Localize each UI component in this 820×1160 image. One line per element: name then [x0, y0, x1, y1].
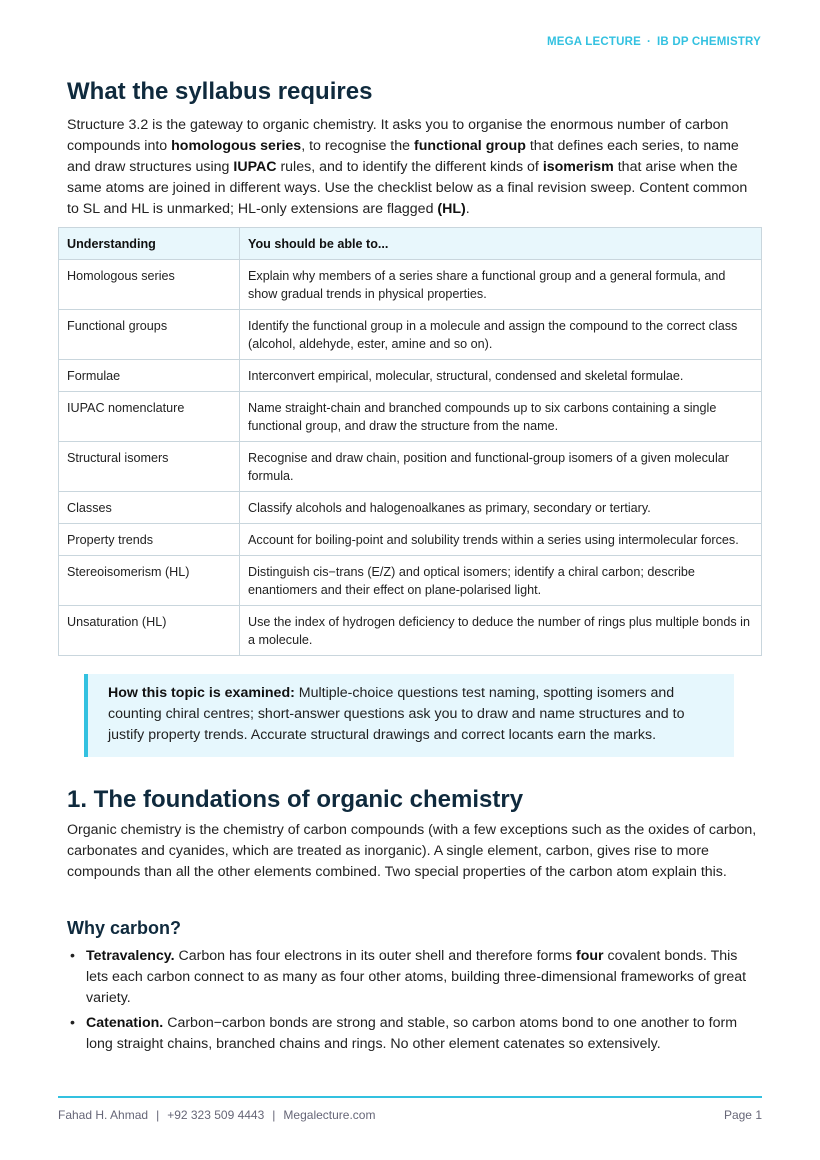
- footer-divider: |: [272, 1108, 276, 1122]
- understanding-cell: Structural isomers: [59, 442, 240, 492]
- text-run: that defines each series, to name and draw structures using: [67, 138, 739, 175]
- bold-term: (HL): [437, 201, 466, 217]
- text-run: covalent bonds. This lets each carbon connect to as many as four other atoms, building three-dimensional frameworks of great variety.: [86, 948, 747, 1006]
- callout-label: How this topic is examined:: [108, 685, 295, 701]
- understanding-cell: Functional groups: [59, 310, 240, 360]
- able-to-cell: Explain why members of a series share a functional group and a general formula, and show gradual trends in physical properties.: [240, 260, 762, 310]
- bold-term: homologous series: [171, 138, 302, 154]
- able-to-cell: Use the index of hydrogen deficiency to deduce the number of rings plus multiple bonds in a molecule.: [240, 606, 762, 656]
- list-item: [67, 946, 757, 1009]
- able-to-cell: Identify the functional group in a molecule and assign the compound to the correct class (alcohol, aldehyde, ester, amine and so on).: [240, 310, 762, 360]
- table-row: [59, 260, 762, 310]
- table-row: [59, 556, 762, 606]
- exam-callout: [84, 674, 734, 757]
- why-carbon-wrap: [67, 918, 757, 939]
- bold-term: isomerism: [542, 159, 614, 175]
- text-run: , to recognise the: [301, 138, 414, 154]
- footer-rule: [58, 1096, 762, 1098]
- list-item: [67, 1013, 757, 1055]
- text-run: Structure 3.2 is the gateway to organic chemistry. It asks you to organise the enormous number of carbon compounds into: [67, 117, 729, 154]
- why-carbon-subtitle: Why carbon?: [67, 918, 182, 938]
- text-run: .: [465, 201, 470, 217]
- understanding-cell: Unsaturation (HL): [59, 606, 240, 656]
- understanding-cell: Homologous series: [59, 260, 240, 310]
- able-to-cell: Recognise and draw chain, position and functional-group isomers of a given molecular formula.: [240, 442, 762, 492]
- table-row: [59, 442, 762, 492]
- understanding-cell: Formulae: [59, 360, 240, 392]
- running-header: [547, 36, 761, 48]
- table-header-able-to: You should be able to...: [240, 228, 762, 260]
- able-to-cell: Interconvert empirical, molecular, structural, condensed and skeletal formulae.: [240, 360, 762, 392]
- text-run: rules, and to identify the different kinds of: [276, 159, 543, 175]
- syllabus-table: [58, 227, 762, 656]
- foundations-section: [67, 786, 757, 814]
- syllabus-section: [67, 78, 757, 106]
- foundations-intro: Organic chemistry is the chemistry of carbon compounds (with a few exceptions such as the oxides of carbon, carbonates and cyanides, which are treated as inorganic). A single element, carbon, gives rise to more compounds than all the other elements combined. Two special properties of the carbon atom explain this.: [67, 822, 757, 880]
- foundations-title: 1. The foundations of organic chemistry: [67, 786, 524, 813]
- footer-divider: |: [156, 1108, 160, 1122]
- understanding-cell: Stereoisomerism (HL): [59, 556, 240, 606]
- page-footer: [58, 1108, 762, 1122]
- text-run: Carbon−carbon bonds are strong and stable, so carbon atoms bond to one another to form long straight chains, branched chains and rings. No other element catenates so extensively.: [86, 1015, 738, 1052]
- table-header-row: [59, 228, 762, 260]
- bold-term: functional group: [413, 138, 526, 154]
- header-subject: IB DP CHEMISTRY: [657, 36, 761, 48]
- bullet-icon: •: [70, 1015, 75, 1031]
- table-body: [59, 260, 762, 656]
- understanding-cell: Classes: [59, 492, 240, 524]
- able-to-cell: Account for boiling-point and solubility trends within a series using intermolecular forces.: [240, 524, 762, 556]
- able-to-cell: Distinguish cis−trans (E/Z) and optical isomers; identify a chiral carbon; describe enantiomers and their effect on plane-polarised light.: [240, 556, 762, 606]
- bold-term: Tetravalency.: [86, 948, 175, 964]
- bullet-icon: •: [70, 948, 75, 964]
- syllabus-intro: [67, 115, 757, 220]
- table-row: [59, 492, 762, 524]
- carbon-properties-list: [67, 946, 757, 1055]
- table-row: [59, 392, 762, 442]
- bold-term: Catenation.: [86, 1015, 164, 1031]
- syllabus-intro-wrap: [67, 115, 757, 220]
- foundations-intro-wrap: [67, 820, 757, 883]
- syllabus-title: What the syllabus requires: [67, 78, 373, 105]
- understanding-cell: IUPAC nomenclature: [59, 392, 240, 442]
- footer-site: Megalecture.com: [283, 1108, 376, 1122]
- table-header-understanding: Understanding: [59, 228, 240, 260]
- table-row: [59, 360, 762, 392]
- header-separator: ·: [647, 36, 652, 48]
- text-run: Carbon has four electrons in its outer shell and therefore forms: [174, 948, 576, 964]
- bold-term: IUPAC: [233, 159, 277, 175]
- table-row: [59, 606, 762, 656]
- footer-phone: +92 323 509 4443: [167, 1108, 265, 1122]
- callout-text: Multiple-choice questions test naming, spotting isomers and counting chiral centres; short-answer questions ask you to draw and name structures and to justify property trends. Accurate structural drawings and correct locants earn the marks.: [108, 685, 685, 743]
- understanding-cell: Property trends: [59, 524, 240, 556]
- table-row: [59, 524, 762, 556]
- header-publisher: MEGA LECTURE: [547, 36, 641, 48]
- text-run: that arise when the same atoms are joined in different ways. Use the checklist below as a final revision sweep. Content common to SL and HL is unmarked; HL-only extensions are flagged: [67, 159, 748, 217]
- able-to-cell: Classify alcohols and halogenoalkanes as primary, secondary or tertiary.: [240, 492, 762, 524]
- bold-term: four: [576, 948, 604, 964]
- able-to-cell: Name straight-chain and branched compounds up to six carbons containing a single functional group, and draw the structure from the name.: [240, 392, 762, 442]
- footer-author: Fahad H. Ahmad: [58, 1108, 149, 1122]
- page-number: Page 1: [723, 1108, 762, 1122]
- bullets-wrap: [67, 946, 757, 1059]
- table-row: [59, 310, 762, 360]
